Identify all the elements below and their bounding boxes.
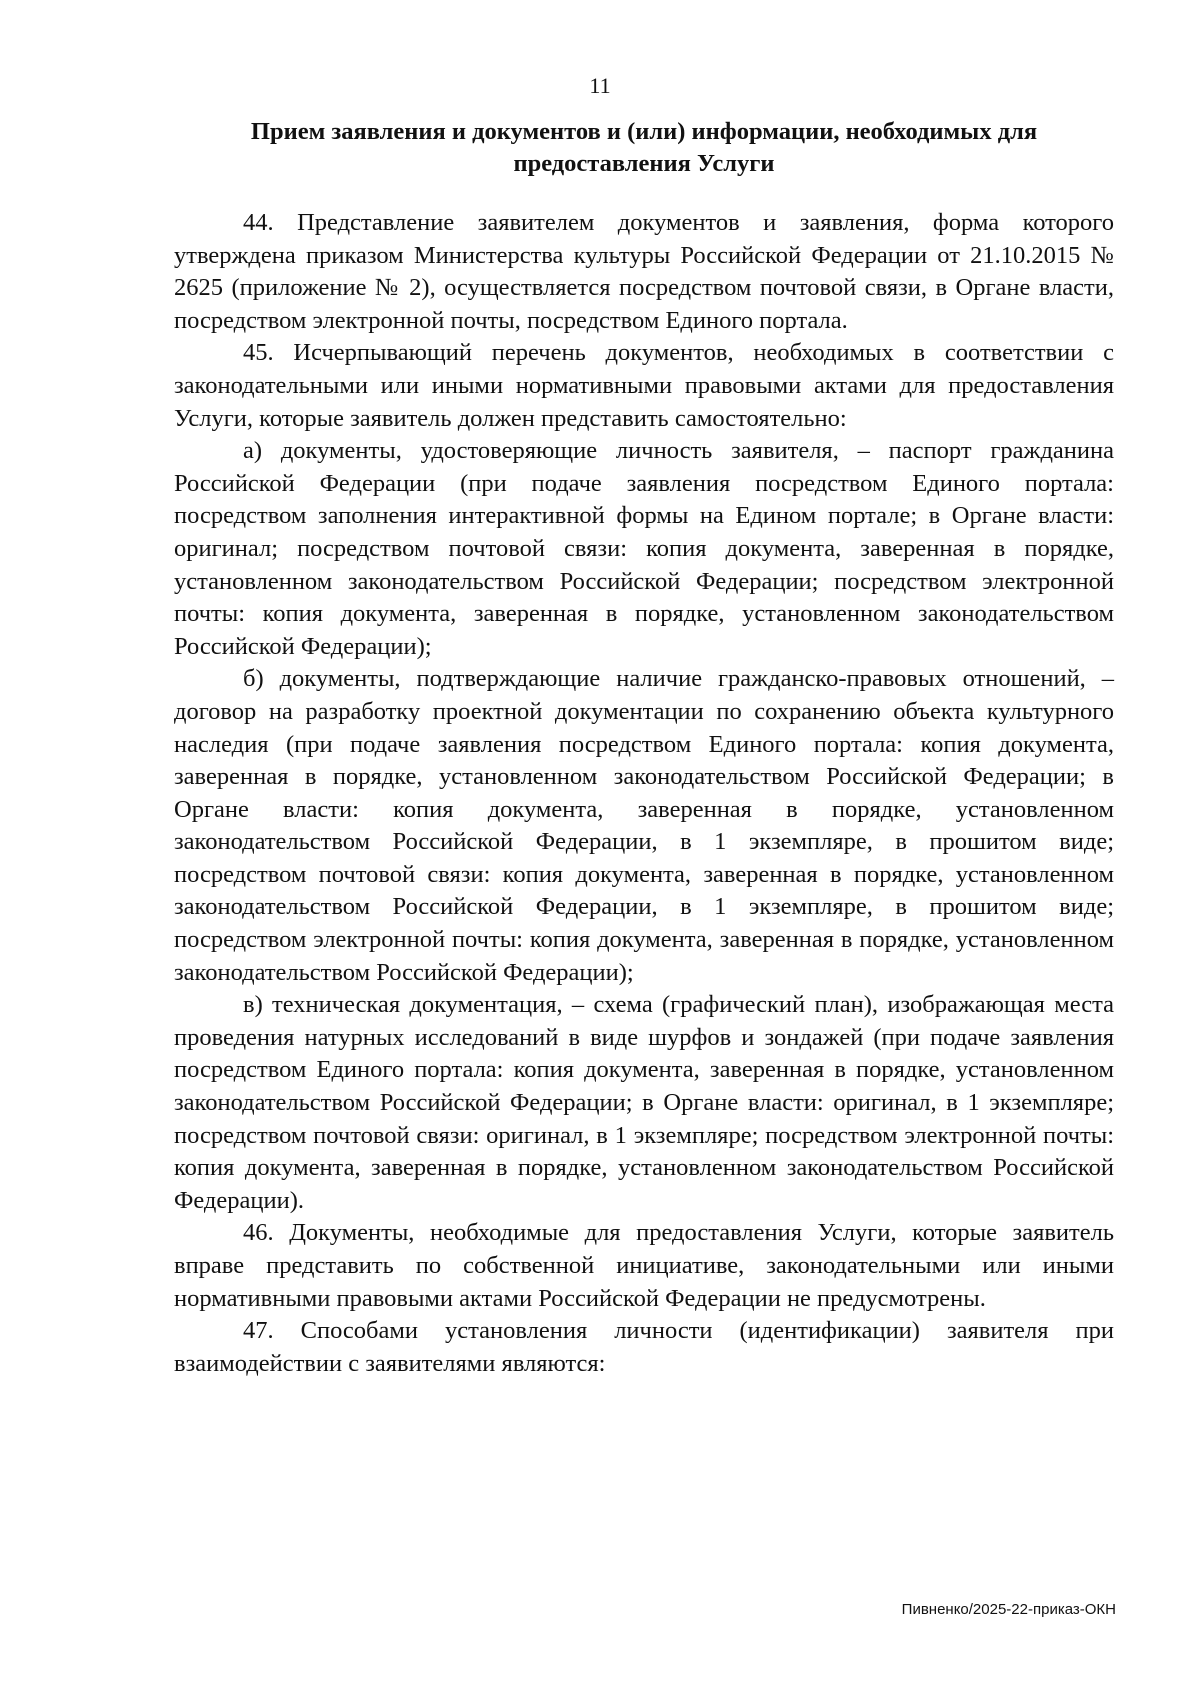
paragraph-45-a: а) документы, удостоверяющие личность заявителя, – паспорт гражданина Российской Федерации (при подаче заявления посредством Единого портала: посредством заполнения интерактивной формы на Едином портале; в Органе власти: оригинал; посредством почтовой связи: копия документа, заверенная в порядке, установленном законодательством Российской Федерации; посредством электронной почты: копия документа, заверенная в порядке, установленном законодательством Российской Федерации); [174,437,1114,660]
paragraph-45-b: б) документы, подтверждающие наличие гражданско-правовых отношений, – договор на разработку проектной документации по сохранению объекта культурного наследия (при подаче заявления посредством Единого портала: копия документа, заверенная в порядке, установленном законодательством Российской Федерации; в Органе власти: копия документа, заверенная в порядке, установленном законодательством Российской Федерации, в 1 экземпляре, в прошитом виде; посредством почтовой связи: копия документа, заверенная в порядке, установленном законодательством Российской Федерации, в 1 экземпляре, в прошитом виде; посредством электронной почты: копия документа, заверенная в порядке, установленном законодательством Российской Федерации); [174,665,1114,986]
paragraph-45-v: в) техническая документация, – схема (графический план), изображающая места проведения натурных исследований в виде шурфов и зондажей (при подаче заявления посредством Единого портала: копия документа, заверенная в порядке, установленном законодательством Российской Федерации; в Органе власти: оригинал, в 1 экземпляре; посредством почтовой связи: оригинал, в 1 экземпляре; посредством электронной почты: копия документа, заверенная в порядке, установленном законодательством Российской Федерации). [174,991,1114,1214]
section-heading: Прием заявления и документов и (или) информации, необходимых для предоставления Услуги [250,118,1038,177]
paragraph-46: 46. Документы, необходимые для предоставления Услуги, которые заявитель вправе представить по собственной инициативе, законодательными или иными нормативными правовыми актами Российской Федерации не предусмотрены. [174,1219,1114,1312]
document-footer-code: Пивненко/2025-22-приказ-ОКН [901,1601,1116,1618]
document-body [174,207,1114,1380]
paragraph-44: 44. Представление заявителем документов и заявления, форма которого утверждена приказом Министерства культуры Российской Федерации от 21.10.2015 № 2625 (приложение № 2), осуществляется посредством почтовой связи, в Органе власти, посредством электронной почты, посредством Единого портала. [174,209,1114,334]
paragraph-45: 45. Исчерпывающий перечень документов, необходимых в соответствии с законодательными или иными нормативными правовыми актами для предоставления Услуги, которые заявитель должен представить самостоятельно: [174,339,1114,432]
page-number: 11 [589,73,611,98]
paragraph-47: 47. Способами установления личности (идентификации) заявителя при взаимодействии с заявителями являются: [174,1317,1114,1377]
